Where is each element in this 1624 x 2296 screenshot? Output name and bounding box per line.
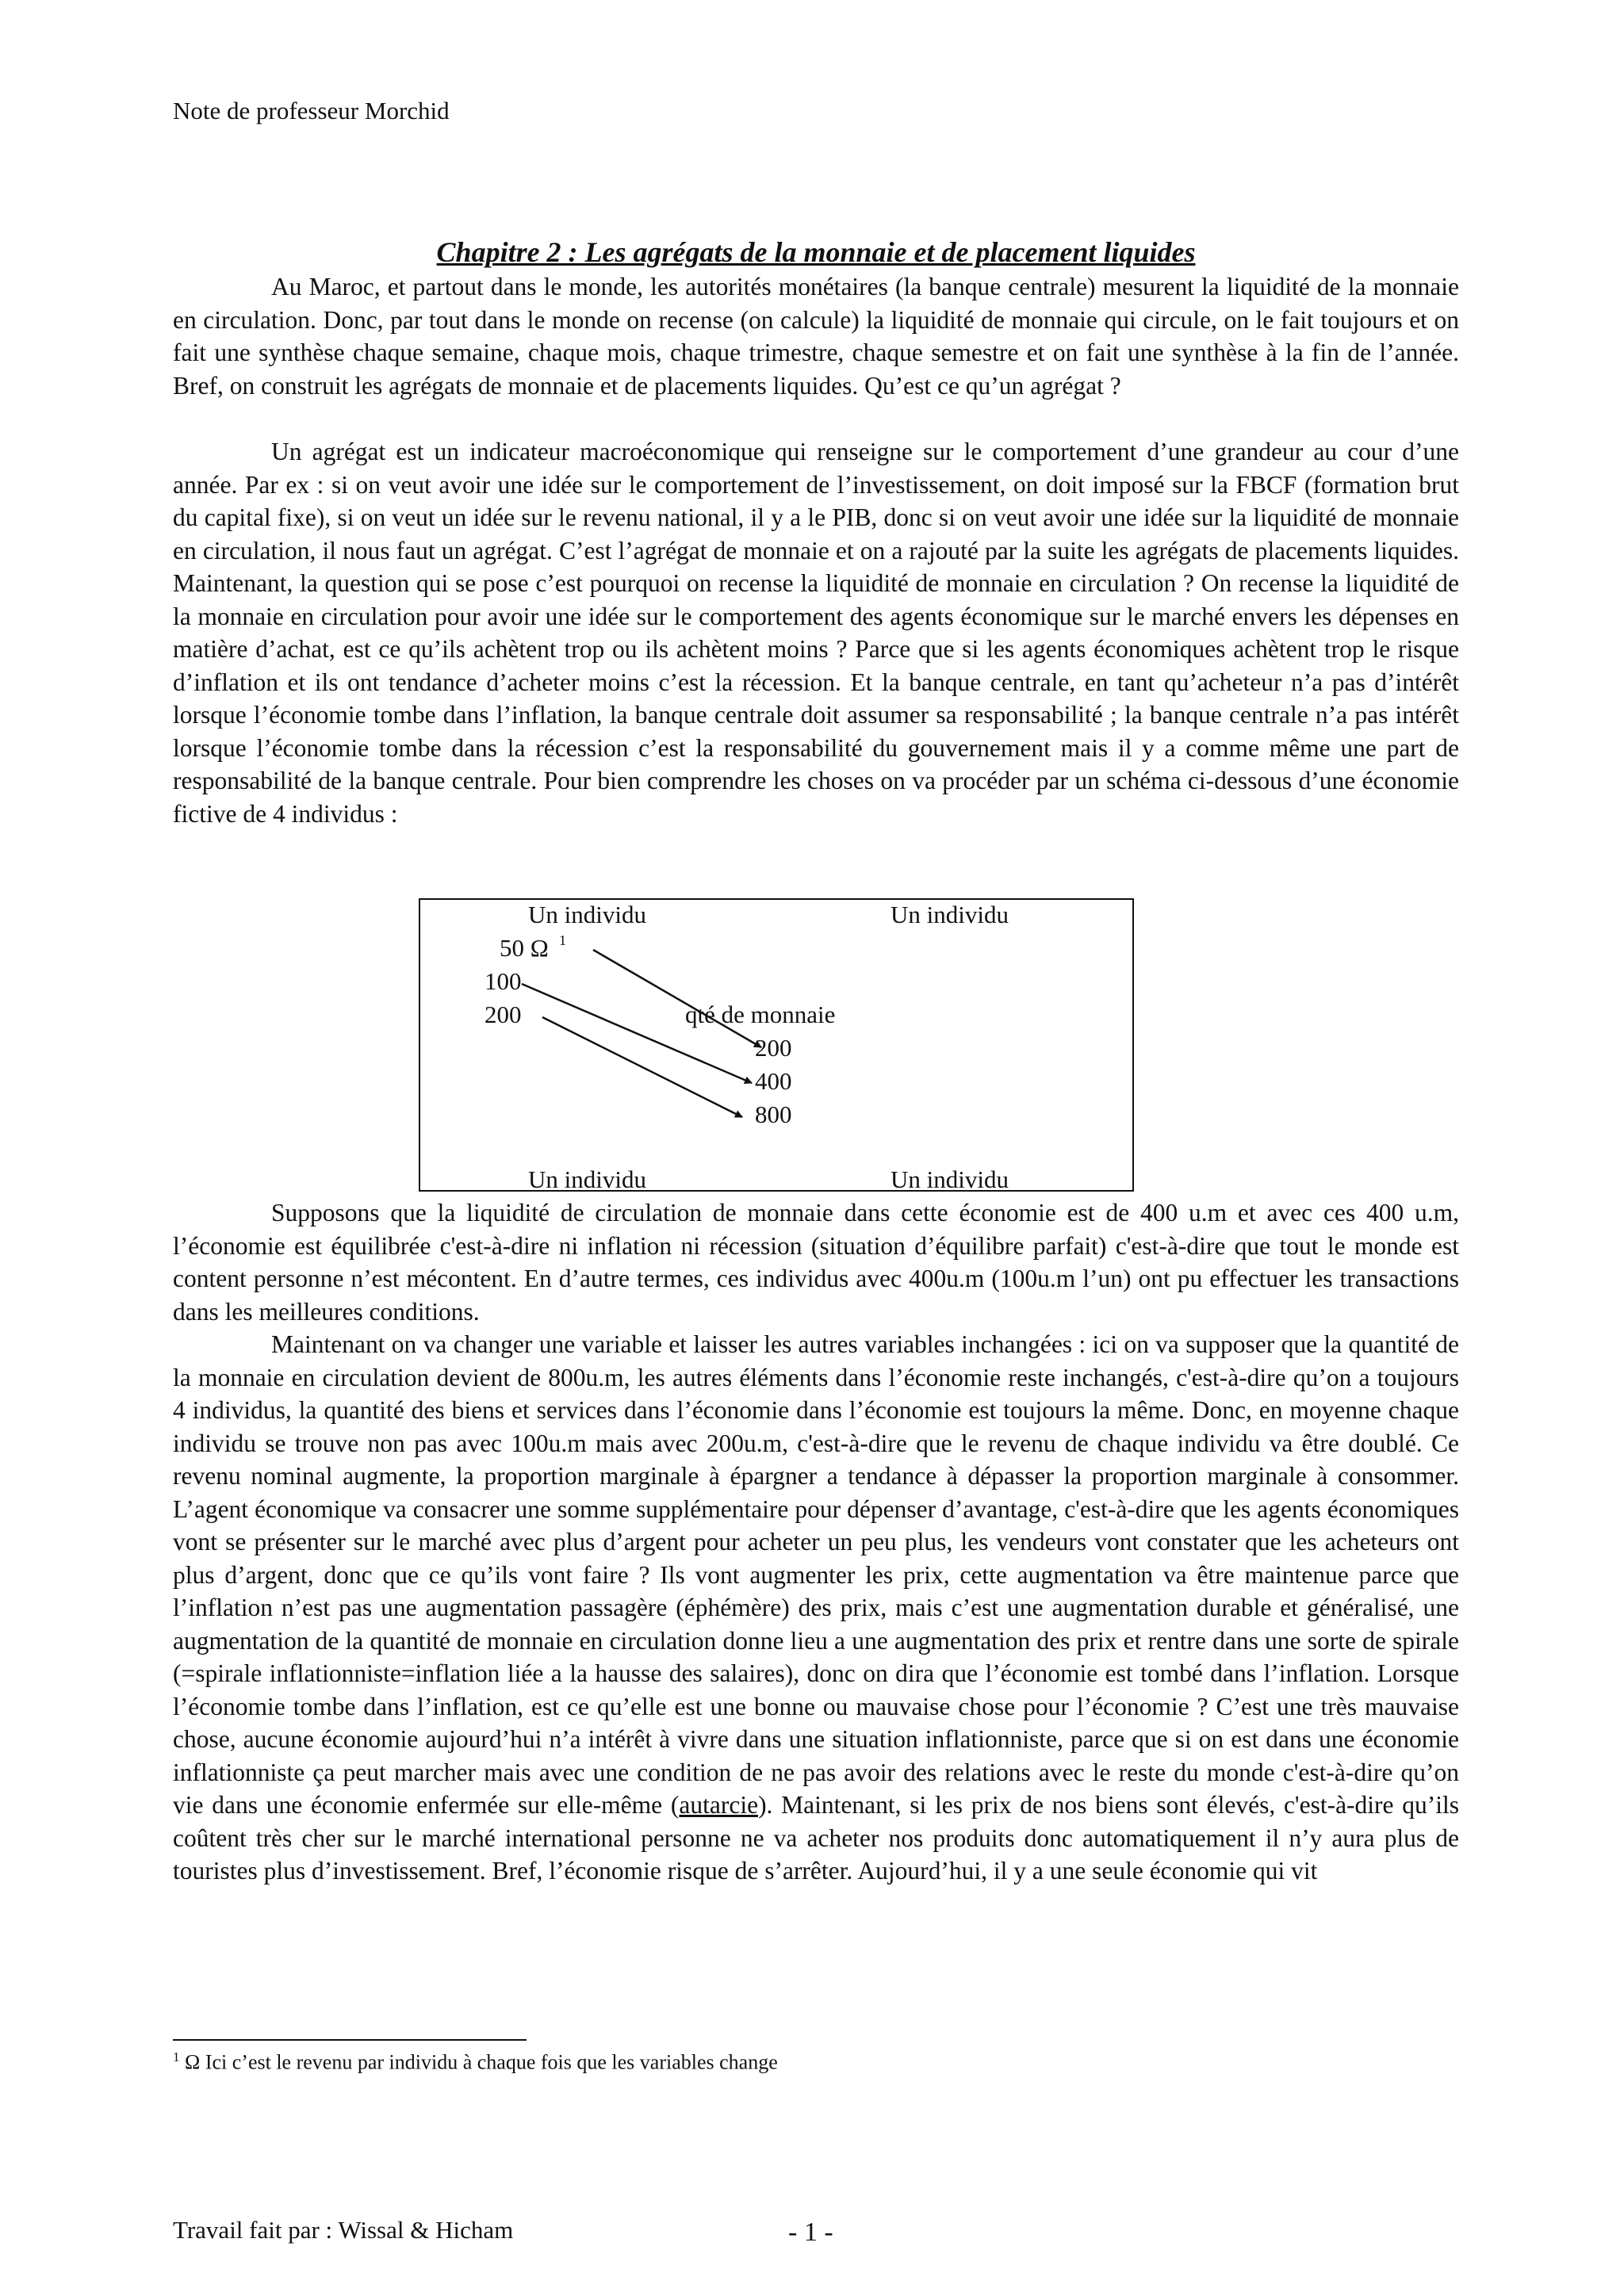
paragraph-aggregate-definition: Un agrégat est un indicateur macroéconomique qui renseigne sur le comportement d’une grandeur au cour d’une année. Par ex : si on veut avoir une idée sur le comportement de l’investissement, on doit imposé sur la FBCF (formation brut du capital fixe), si on veut un idée sur le revenu national, il y a le PIB, donc si on veut avoir une idée sur la liquidité de monnaie en circulation, il nous faut un agrégat. C’est l’agrégat de monnaie et on a rajouté par la suite les agrégats de placements liquides. Maintenant, la question qui se pose c’est pourquoi on recense la liquidité de monnaie en circulation ? On recense la liquidité de la monnaie en circulation pour avoir une idée sur le comportement des agents économique sur le marché envers les dépenses en matière d’achat, est ce qu’ils achètent trop ou ils achètent moins ? Parce que si les agents économiques achètent trop le risque d’inflation et ils ont tendance d’acheter moins c’est la récession. Et la banque centrale, en tant qu’acheteur n’a pas d’intérêt lorsque l’économie tombe dans l’inflation, la banque centrale doit assumer sa responsabilité ; la banque centrale n’a pas intérêt lorsque l’économie tombe dans la récession c’est la responsabilité du gouvernement mais il y a comme même une part de responsabilité de la banque centrale. Pour bien comprendre les choses on va procéder par un schéma ci-dessous d’une économie fictive de 4 individus : <box>173 438 1459 828</box>
footnote-mark-diagram: 1 <box>559 932 566 948</box>
paragraph-inflation-part1: Maintenant on va changer une variable et laisser les autres variables inchangées : ici on va supposer que la quantité de la monnaie en circulation devient de 800u.m, les autres éléments dans l’économie reste inchangés, c'est-à-dire qu’on a toujours 4 individus, la quantité des biens et services dans l’économie dans l’économie est toujours la même. Donc, en moyenne chaque individu se trouve non pas avec 100u.m mais avec 200u.m, c'est-à-dire que le revenu de chaque individu va être doublé. Ce revenu nominal augmente, la proportion marginale à épargner a tendance à dépasser la proportion marginale à consommer. L’agent économique va consacrer une somme supplémentaire pour dépenser d’avantage, c'est-à-dire que les agents économiques vont se présenter sur le marché avec plus d’argent pour acheter un peu plus, les vendeurs vont constater que les acheteurs ont plus d’argent, donc que ce qu’ils vont faire ? Ils vont augmenter les prix, cette augmentation va être maintenue parce que l’inflation n’est pas une augmentation passagère (éphémère) des prix, mais c’est une augmentation durable et généralisé, une augmentation de la quantité de monnaie en circulation donne lieu a une augmentation des prix et rentre dans une sorte de spirale (=spirale inflationniste=inflation liée a la hausse des salaires), donc on dira que l’économie est tombé dans l’inflation. Lorsque l’économie tombe dans l’inflation, est ce qu’elle est une bonne ou mauvaise chose pour l’économie ? C’est une très mauvaise chose, aucune économie aujourd’hui n’a intérêt à vivre dans une situation inflationniste, parce que si on est dans une économie inflationniste ça peut marcher mais avec une condition de ne pas avoir des relations avec le reste du monde c'est-à-dire qu’on vie dans une économie enfermée sur elle-même ( <box>173 1330 1459 1819</box>
paragraph-equilibrium: Supposons que la liquidité de circulation de monnaie dans cette économie est de 400 u.m et avec ces 400 u.m, l’économie est équilibrée c'est-à-dire ni inflation ni récession (situation d’équilibre parfait) c'est-à-dire que tout le monde est content personne n’est mécontent. En d’autre termes, ces individus avec 400u.m (100u.m l’un) ont pu effectuer les transactions dans les meilleures conditions. <box>173 1199 1459 1326</box>
autarcie-term: autarcie <box>679 1791 759 1819</box>
left-value-1: 50 Ω <box>500 934 549 962</box>
left-value-3: 200 <box>485 1001 522 1028</box>
arrow-3 <box>542 1017 742 1117</box>
footnote <box>173 2049 778 2075</box>
page-number: - 1 - <box>788 2218 833 2247</box>
paragraph-inflation <box>173 1328 1459 1888</box>
right-value-2: 400 <box>755 1067 792 1095</box>
footnote-text: Ω Ici c’est le revenu par individu à chaque fois que les variables change <box>185 2050 778 2074</box>
page-footer-author: Travail fait par : Wissal & Hicham <box>173 2216 514 2244</box>
right-value-1: 200 <box>755 1034 792 1062</box>
individual-top-left: Un individu <box>528 901 646 928</box>
individual-bottom-right: Un individu <box>891 1165 1009 1192</box>
individual-bottom-left: Un individu <box>528 1165 646 1192</box>
footnote-separator <box>173 2039 527 2041</box>
economy-diagram <box>419 898 1134 1192</box>
left-value-2: 100 <box>485 967 522 995</box>
individual-top-right: Un individu <box>891 901 1009 928</box>
chapter-title: Chapitre 2 : Les agrégats de la monnaie et de placement liquides <box>436 236 1196 268</box>
arrow-1 <box>593 950 761 1047</box>
page-header: Note de professeur Morchid <box>173 97 450 124</box>
paragraph-intro: Au Maroc, et partout dans le monde, les autorités monétaires (la banque centrale) mesurent la liquidité de la monnaie en circulation. Donc, par tout dans le monde on recense (on calcule) la liquidité de monnaie qui circule, on le fait toujours et on fait une synthèse chaque semaine, chaque mois, chaque trimestre, chaque semestre et on fait une synthèse à la fin de l’année. Bref, on construit les agrégats de monnaie et de placements liquides. Qu’est ce qu’un agrégat ? <box>173 273 1459 400</box>
paragraph-inflation-part2: ). Maintenant, si les prix de nos biens sont élevés, c'est-à-dire qu’ils coûtent très cher sur le marché international personne ne va acheter nos produits donc automatiquement il n’y aura plus de touristes plus d’investissement. Bref, l’économie risque de s’arrêter. Aujourd’hui, il y a une seule économie qui vit <box>173 1791 1460 1885</box>
right-value-3: 800 <box>755 1100 792 1128</box>
arrow-2 <box>522 984 752 1083</box>
money-quantity-label: qté de monnaie <box>685 1001 836 1028</box>
footnote-mark: 1 <box>173 2049 180 2064</box>
